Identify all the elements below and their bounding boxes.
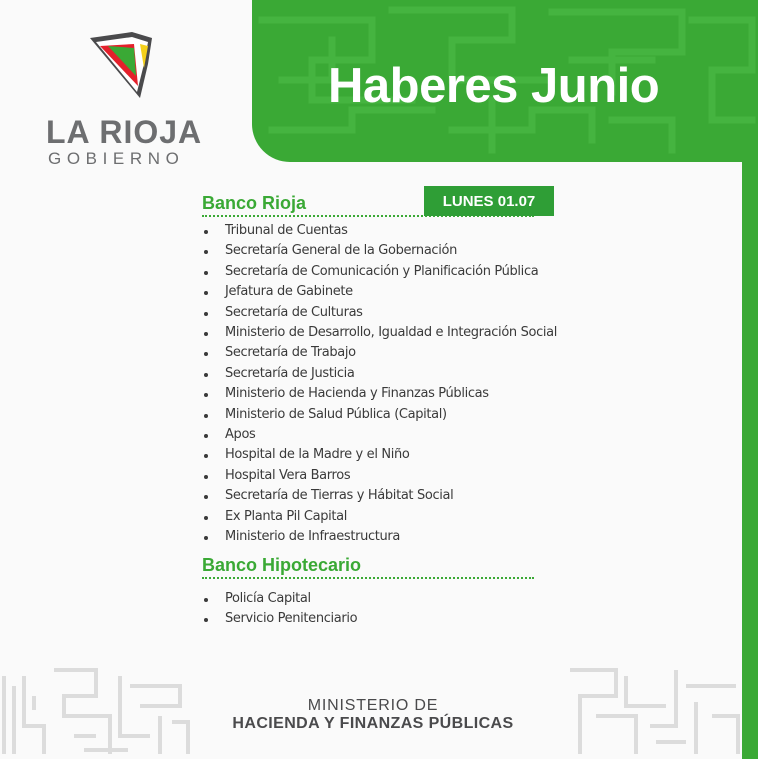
list-item: Servicio Penitenciario (202, 609, 357, 629)
section-title: Banco Hipotecario (202, 555, 362, 575)
banco-hipotecario-list (202, 589, 357, 630)
footer-line-2: HACIENDA Y FINANZAS PÚBLICAS (232, 715, 514, 732)
list-item: Secretaría de Justicia (202, 364, 557, 384)
section-header-banco-hipotecario (202, 555, 534, 579)
ministry-footer (190, 697, 556, 733)
list-item: Secretaría de Culturas (202, 303, 557, 323)
list-item: Ministerio de Desarrollo, Igualdad e Integración Social (202, 323, 557, 343)
list-item: Tribunal de Cuentas (202, 221, 557, 241)
list-item: Ministerio de Infraestructura (202, 527, 557, 547)
right-accent-stripe (742, 162, 758, 759)
bottom-left-pattern (0, 666, 190, 759)
list-item: Jefatura de Gabinete (202, 282, 557, 302)
header-banner (252, 0, 758, 162)
list-item: Secretaría de Trabajo (202, 343, 557, 363)
list-item: Apos (202, 425, 557, 445)
section-title: Banco Rioja (202, 193, 307, 213)
list-item: Hospital de la Madre y el Niño (202, 445, 557, 465)
bottom-right-pattern (566, 666, 742, 759)
banco-rioja-list (202, 221, 557, 548)
list-item: Secretaría de Comunicación y Planificación Pública (202, 262, 557, 282)
list-item: Secretaría General de la Gobernación (202, 241, 557, 261)
list-item: Ministerio de Hacienda y Finanzas Públicas (202, 384, 557, 404)
date-badge: LUNES 01.07 (424, 186, 554, 216)
list-item: Ministerio de Salud Pública (Capital) (202, 405, 557, 425)
list-item: Policía Capital (202, 589, 357, 609)
la-rioja-logo-icon (86, 24, 156, 102)
logo (40, 22, 240, 172)
page-title: Haberes Junio (328, 59, 660, 113)
brand-name: LA RIOJA (46, 114, 203, 150)
brand-subtitle: GOBIERNO (48, 149, 185, 168)
list-item: Hospital Vera Barros (202, 466, 557, 486)
list-item: Ex Planta Pil Capital (202, 507, 557, 527)
footer-line-1: MINISTERIO DE (307, 697, 439, 714)
list-item: Secretaría de Tierras y Hábitat Social (202, 486, 557, 506)
